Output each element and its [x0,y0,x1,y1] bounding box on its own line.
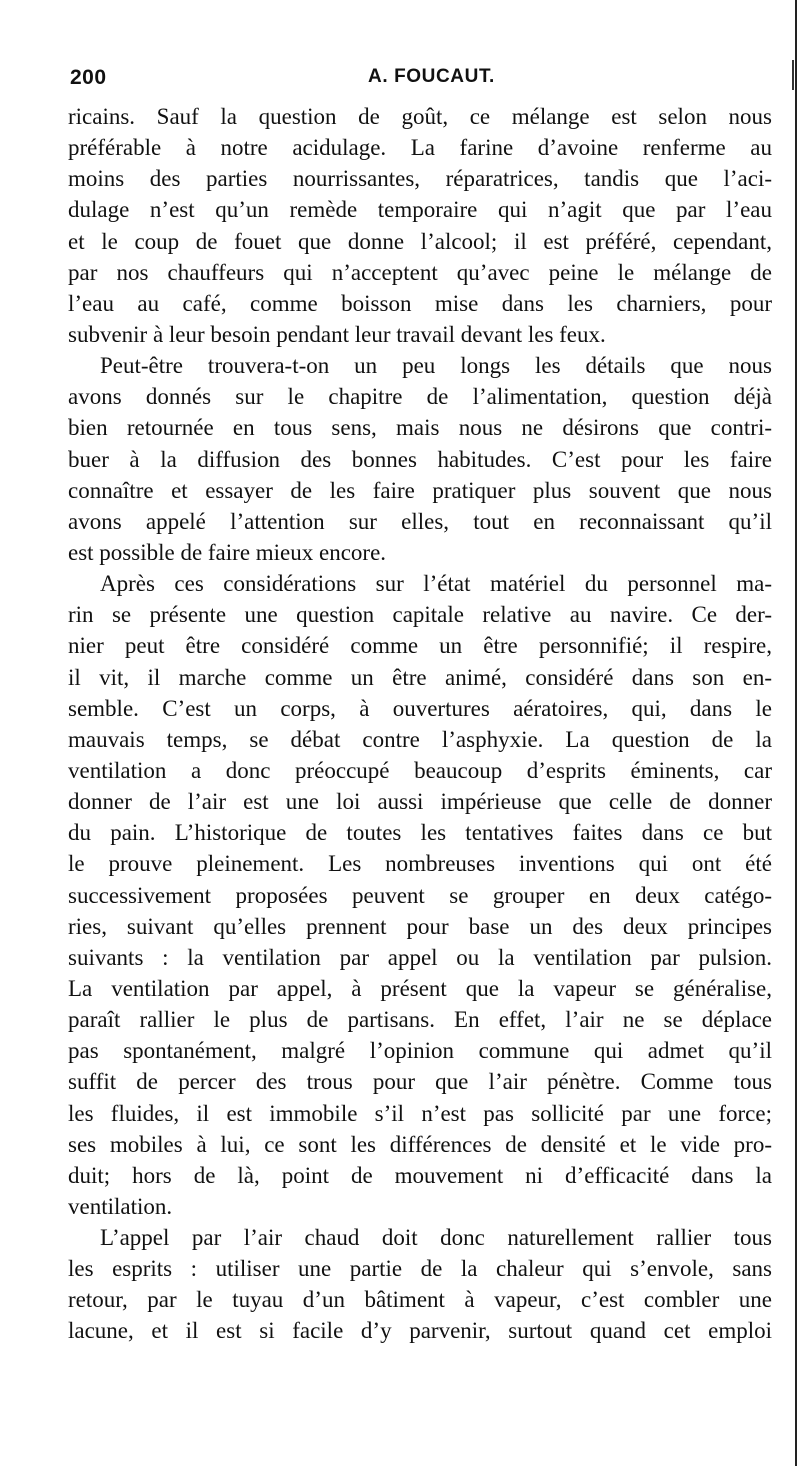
text-line: connaître et essayer de les faire pratiquer plus souvent que nous [68,477,772,503]
text-line: retour, par le tuyau d’un bâtiment à vapeur, c’est combler une [68,1287,772,1313]
text-line: suffit de percer des trous pour que l’air pénètre. Comme tous [68,1069,772,1095]
text-line: les fluides, il est immobile s’il n’est pas sollicité par une force; [68,1100,772,1126]
text-line: ses mobiles à lui, ce sont les différences de densité et le vide pro- [68,1131,772,1157]
page-edge-rule [795,0,797,1466]
text-line: moins des parties nourrissantes, réparatrices, tandis que l’aci- [68,166,772,192]
text-line: pas spontanément, malgré l’opinion commune qui admet qu’il [68,1038,772,1064]
text-line: ventilation. [68,1193,173,1219]
text-line: Après ces considérations sur l’état matériel du personnel ma- [100,571,772,597]
text-line: paraît rallier le plus de partisans. En effet, l’air ne se déplace [68,1007,772,1033]
text-line: ries, suivant qu’elles prennent pour base un des deux principes [68,913,772,939]
text-line: buer à la diffusion des bonnes habitudes. C’est pour les faire [68,446,772,472]
text-line: suivants : la ventilation par appel ou la ventilation par pulsion. [68,944,772,970]
running-head: A. FOUCAUT. [368,66,495,87]
text-line: rin se présente une question capitale relative au navire. Ce der- [68,602,772,628]
page-number: 200 [70,66,107,89]
text-line: préférable à notre acidulage. La farine d’avoine renferme au [68,135,772,161]
text-line: du pain. L’historique de toutes les tentatives faites dans ce but [68,820,772,846]
text-line: dulage n’est qu’un remède temporaire qui n’agit que par l’eau [68,197,772,223]
text-line: lacune, et il est si facile d’y parvenir, surtout quand cet emploi [68,1318,772,1344]
page-header [70,62,770,92]
page-edge-mark [792,60,794,90]
text-line: ventilation a donc préoccupé beaucoup d’esprits éminents, car [68,757,772,783]
text-line: par nos chauffeurs qui n’acceptent qu’avec peine le mélange de [68,259,772,285]
text-line: duit; hors de là, point de mouvement ni d’efficacité dans la [68,1162,772,1188]
text-line: semble. C’est un corps, à ouvertures aératoires, qui, dans le [68,695,772,721]
text-line: et le coup de fouet que donne l’alcool; il est préféré, cependant, [68,228,772,254]
text-line: avons donnés sur le chapitre de l’alimentation, question déjà [68,384,772,410]
text-line: il vit, il marche comme un être animé, considéré dans son en- [68,664,772,690]
text-line: subvenir à leur besoin pendant leur travail devant les feux. [68,321,606,347]
text-line: successivement proposées peuvent se grouper en deux catégo- [68,882,772,908]
text-line: l’eau au café, comme boisson mise dans les charniers, pour [68,290,772,316]
text-line: est possible de faire mieux encore. [68,539,387,565]
text-line: Peut-être trouvera-t-on un peu longs les détails que nous [100,353,772,379]
text-line: La ventilation par appel, à présent que la vapeur se généralise, [68,975,772,1001]
body-text [68,101,772,1347]
text-line: L’appel par l’air chaud doit donc naturellement rallier tous [100,1225,772,1251]
text-line: donner de l’air est une loi aussi impérieuse que celle de donner [68,789,772,815]
text-line: avons appelé l’attention sur elles, tout en reconnaissant qu’il [68,508,772,534]
text-line: nier peut être considéré comme un être personnifié; il respire, [68,633,772,659]
text-line: ricains. Sauf la question de goût, ce mélange est selon nous [68,104,772,129]
text-line: les esprits : utiliser une partie de la chaleur qui s’envole, sans [68,1256,772,1282]
text-line: le prouve pleinement. Les nombreuses inventions qui ont été [68,851,772,877]
text-line: bien retournée en tous sens, mais nous ne désirons que contri- [68,415,772,441]
text-line: mauvais temps, se débat contre l’asphyxie. La question de la [68,726,772,752]
